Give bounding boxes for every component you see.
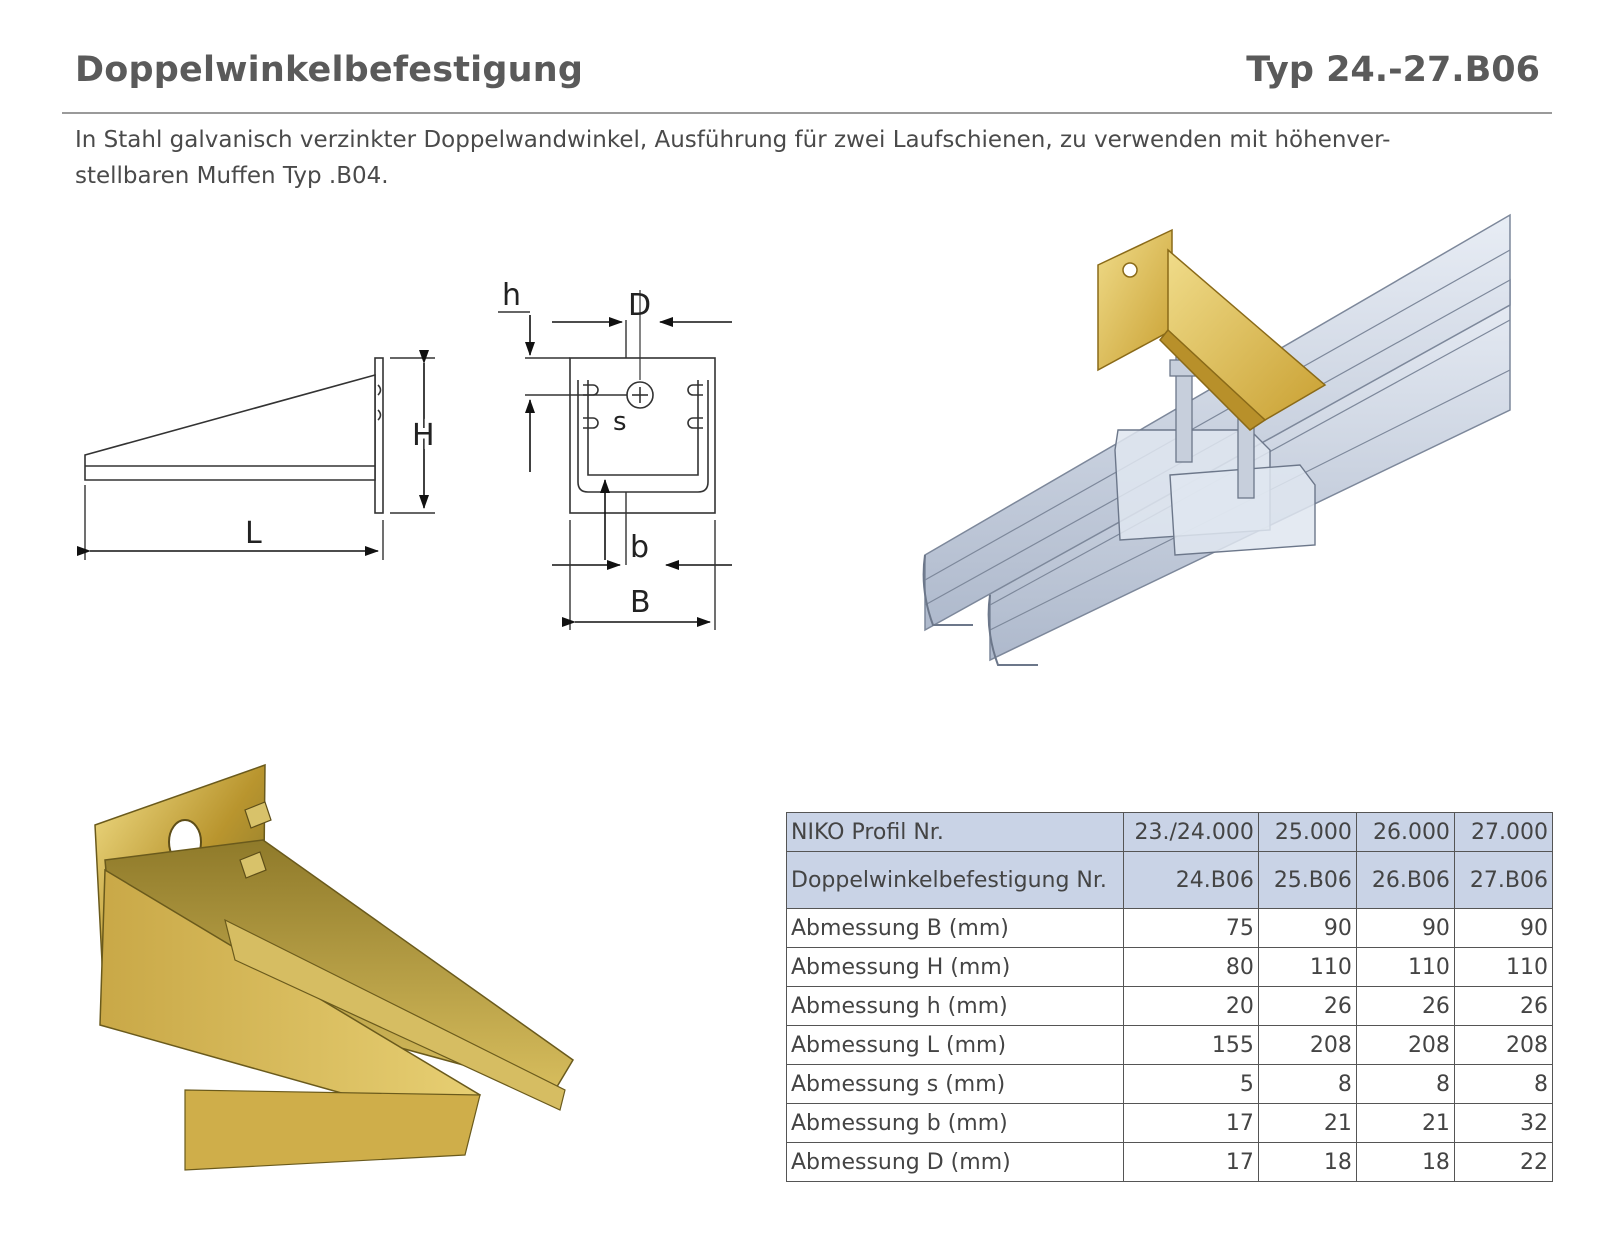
dim-s-label: s xyxy=(613,407,627,437)
table-cell: 110 xyxy=(1356,948,1454,987)
row-label: Abmessung D (mm) xyxy=(787,1143,1124,1182)
row-label: Abmessung B (mm) xyxy=(787,909,1124,948)
row-label: Abmessung b (mm) xyxy=(787,1104,1124,1143)
table-cell: 75 xyxy=(1124,909,1259,948)
table-header-cell: 23./24.000 xyxy=(1124,813,1259,852)
bracket-bottom-leg xyxy=(185,1090,480,1170)
table-row xyxy=(787,1104,1553,1143)
table-cell: 155 xyxy=(1124,1026,1259,1065)
table-cell: 90 xyxy=(1356,909,1454,948)
table-cell: 80 xyxy=(1124,948,1259,987)
table-cell: 26 xyxy=(1454,987,1552,1026)
table-header-cell: 27.B06 xyxy=(1454,852,1552,909)
table-cell: 18 xyxy=(1258,1143,1356,1182)
table-cell: 5 xyxy=(1124,1065,1259,1104)
title-divider xyxy=(62,112,1552,114)
table-cell: 90 xyxy=(1454,909,1552,948)
table-row xyxy=(787,1143,1553,1182)
dim-L-label: L xyxy=(245,516,262,551)
table-row xyxy=(787,1065,1553,1104)
table-header-row xyxy=(787,852,1553,909)
front-view xyxy=(570,358,715,513)
table-header-cell: 26.000 xyxy=(1356,813,1454,852)
row-label: Abmessung s (mm) xyxy=(787,1065,1124,1104)
type-label: Typ 24.-27.B06 xyxy=(1246,50,1540,90)
dim-h-label: h xyxy=(502,278,522,313)
table-cell: 21 xyxy=(1258,1104,1356,1143)
table-cell: 26 xyxy=(1356,987,1454,1026)
table-cell: 208 xyxy=(1454,1026,1552,1065)
bracket-photo xyxy=(85,760,595,1200)
table-header-row xyxy=(787,813,1553,852)
table-row xyxy=(787,948,1553,987)
table-row xyxy=(787,987,1553,1026)
description-line-1: In Stahl galvanisch verzinkter Doppelwandwinkel, Ausführung für zwei Laufschienen, zu verwenden mit höhenver- xyxy=(75,127,1391,153)
table-row xyxy=(787,1026,1553,1065)
table-cell: 208 xyxy=(1258,1026,1356,1065)
table-cell: 17 xyxy=(1124,1143,1259,1182)
table-cell: 26 xyxy=(1258,987,1356,1026)
table-cell: 208 xyxy=(1356,1026,1454,1065)
table-cell: 110 xyxy=(1258,948,1356,987)
spec-table xyxy=(786,812,1553,1182)
table-header-cell: 25.B06 xyxy=(1258,852,1356,909)
table-cell: 32 xyxy=(1454,1104,1552,1143)
dim-D-label: D xyxy=(628,288,652,323)
table-header-cell: 25.000 xyxy=(1258,813,1356,852)
table-cell: 17 xyxy=(1124,1104,1259,1143)
description xyxy=(75,122,1545,194)
table-header-cell: 27.000 xyxy=(1454,813,1552,852)
table-header-label: NIKO Profil Nr. xyxy=(787,813,1124,852)
table-header-cell: 24.B06 xyxy=(1124,852,1259,909)
table-cell: 18 xyxy=(1356,1143,1454,1182)
page-title: Doppelwinkelbefestigung xyxy=(75,50,584,90)
dim-B-label: B xyxy=(630,585,651,620)
table-cell: 90 xyxy=(1258,909,1356,948)
table-cell: 22 xyxy=(1454,1143,1552,1182)
table-cell: 110 xyxy=(1454,948,1552,987)
table-cell: 20 xyxy=(1124,987,1259,1026)
table-header-label: Doppelwinkelbefestigung Nr. xyxy=(787,852,1124,909)
dim-b-label: b xyxy=(630,530,650,565)
row-label: Abmessung L (mm) xyxy=(787,1026,1124,1065)
row-label: Abmessung H (mm) xyxy=(787,948,1124,987)
row-label: Abmessung h (mm) xyxy=(787,987,1124,1026)
table-header-cell: 26.B06 xyxy=(1356,852,1454,909)
description-line-2: stellbaren Muffen Typ .B04. xyxy=(75,163,389,189)
technical-drawing xyxy=(60,260,760,660)
table-cell: 8 xyxy=(1356,1065,1454,1104)
table-row xyxy=(787,909,1553,948)
dim-H-label: H xyxy=(412,418,435,453)
table-cell: 8 xyxy=(1454,1065,1552,1104)
table-cell: 21 xyxy=(1356,1104,1454,1143)
table-cell: 8 xyxy=(1258,1065,1356,1104)
side-view xyxy=(85,358,383,513)
rail-mounting-render xyxy=(920,210,1560,680)
